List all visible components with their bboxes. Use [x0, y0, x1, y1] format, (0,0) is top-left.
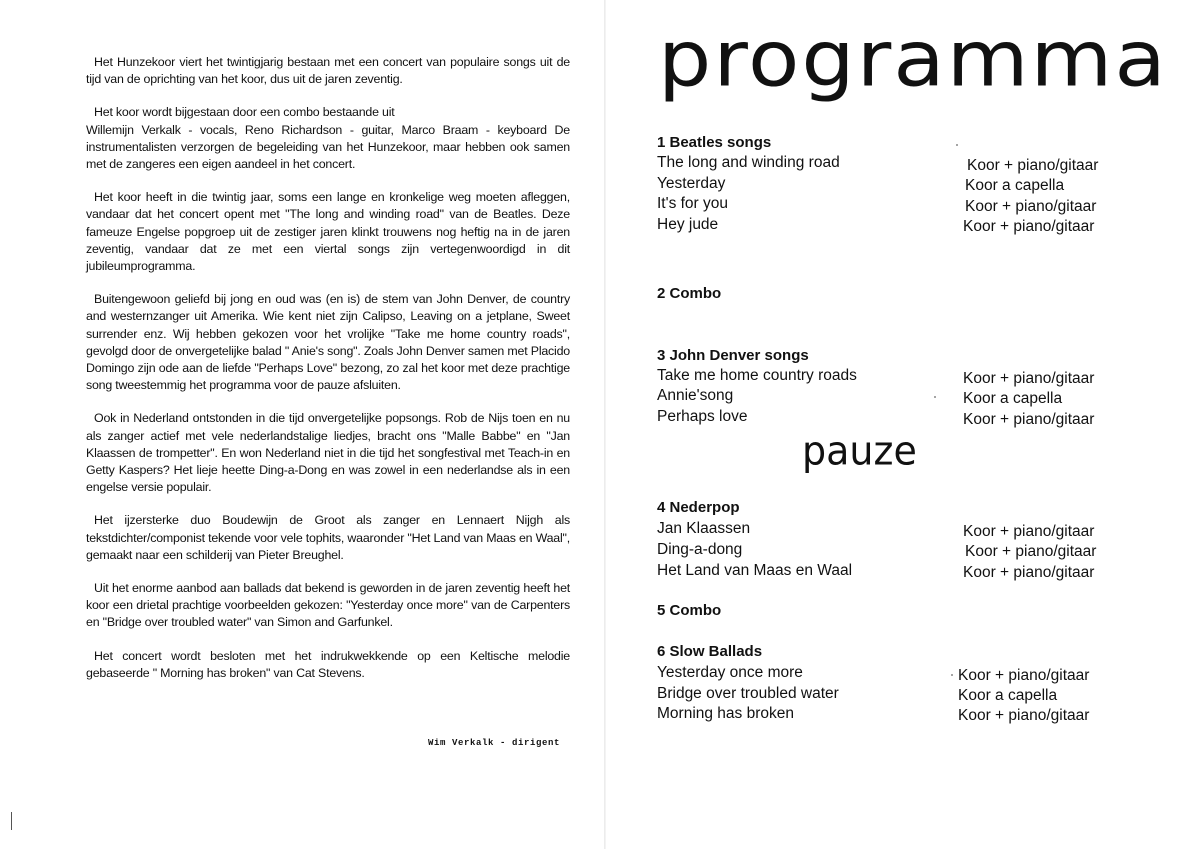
song-performers: Koor + piano/gitaar [967, 157, 1099, 174]
section-heading: 5 Combo [657, 602, 722, 619]
section-heading: 3 John Denver songs [657, 347, 809, 364]
paragraph-ballads: Uit het enorme aanbod aan ballads dat bekend is geworden in de jaren zeventig heeft het koor een drietal prachtige voorbeelden gekozen: "Yesterday once more" van de Carpenters en "Bridge over troubled water" van Simon and Garfunkel. [86, 581, 570, 630]
paragraph-closing: Het concert wordt besloten met het indrukwekkende op een Keltische melodie gebaseerde " Morning has broken" van Cat Stevens. [86, 648, 570, 680]
paragraph-beatles: Het koor heeft in die twintig jaar, soms een lange en kronkelige weg moeten afleggen, vandaar dat het concert opent met "The long and winding road" van de Beatles. Deze fameuze Engelse popgroep uit de zestiger jaren klinkt trouwens nog heftig na in de jaren zeventig, vandaar dat ze met een viertal songs zijn vertegenwoordigd in dit jubileumprogramma. [86, 190, 570, 274]
song-title: Take me home country roads [657, 367, 857, 384]
program-notes [86, 54, 570, 698]
song-title: Morning has broken [657, 705, 794, 722]
scan-speck [951, 674, 953, 676]
paragraph-musicians: Willemijn Verkalk - vocals, Reno Richardson - guitar, Marco Braam - keyboard De instrumentalisten verzorgen de begeleiding van het Hunzekoor, maar hebben ook samen met de zangeres een eigen aandeel in het concert. [86, 122, 570, 172]
song-performers: Koor a capella [965, 177, 1065, 194]
song-performers: Koor + piano/gitaar [963, 411, 1095, 428]
song-title: Hey jude [657, 216, 719, 233]
song-title: Jan Klaassen [657, 520, 751, 537]
song-title: Perhaps love [657, 408, 748, 425]
paragraph-nederpop: Ook in Nederland ontstonden in die tijd onvergetelijke popsongs. Rob de Nijs toen en nu als zanger actief met vele nederlandstalige liedjes, bracht ons "Malle Babbe" en "Jan Klaassen de trompetter". En won Nederland niet in die tijd het songfestival met Teach-in en Getty Kaspers? Het lieje heette Ding-a-Dong en was zowel in een nederlandse als in een engelse versie populair. [86, 411, 570, 495]
section-heading: 1 Beatles songs [657, 134, 772, 151]
paragraph-john-denver: Buitengewoon geliefd bij jong en oud was (en is) de stem van John Denver, de country and westernzanger uit Amerika. Wie kent niet zijn Calipso, Leaving on a jetplane, Sweet surrender enz. Wij hebben gekozen voor het vrolijke "Take me home country roads", gevolgd door de onvergetelijke balad " Anie's song". Zoals John Denver samen met Placido Domingo zijn ode aan de liefde "Perhaps Love" bezong, zo zal het koor met deze prachtige song tweestemmig het programma voor de pauze afsluiten. [86, 292, 570, 393]
song-title: Yesterday [657, 175, 726, 192]
song-title: Het Land van Maas en Waal [657, 562, 853, 579]
paragraph-boudewijn: Het ijzersterke duo Boudewijn de Groot als zanger en Lennaert Nijgh als tekstdichter/componist tekende voor vele tophits, waaronder "Het Land van Maas en Waal", gemaakt naar een schilderij van Pieter Breughel. [86, 513, 570, 562]
margin-mark [11, 812, 12, 830]
program-title: programma [658, 13, 1168, 104]
song-title: Bridge over troubled water [657, 685, 839, 702]
song-title: Ding-a-dong [657, 541, 743, 558]
paragraph-intro: Het Hunzekoor viert het twintigjarig bestaan met een concert van populaire songs uit de tijd van de oprichting van het koor, dus uit de jaren zeventig. [86, 55, 570, 87]
song-title: It's for you [657, 195, 729, 212]
song-performers: Koor + piano/gitaar [963, 523, 1095, 540]
song-performers: Koor a capella [963, 390, 1063, 407]
section-heading: 4 Nederpop [657, 499, 740, 516]
song-title: Yesterday once more [657, 664, 803, 681]
song-performers: Koor + piano/gitaar [958, 707, 1090, 724]
song-title: The long and winding road [657, 154, 840, 171]
song-performers: Koor a capella [958, 687, 1058, 704]
section-heading: 6 Slow Ballads [657, 643, 763, 660]
section-heading: 2 Combo [657, 285, 722, 302]
song-performers: Koor + piano/gitaar [958, 667, 1090, 684]
song-performers: Koor + piano/gitaar [963, 218, 1095, 235]
song-performers: Koor + piano/gitaar [963, 564, 1095, 581]
right-page [606, 0, 1200, 849]
scan-speck [934, 396, 936, 398]
song-performers: Koor + piano/gitaar [963, 370, 1095, 387]
paragraph-combo: Het koor wordt bijgestaan door een combo bestaande uit [94, 105, 395, 120]
song-performers: Koor + piano/gitaar [965, 198, 1097, 215]
song-title: Annie'song [657, 387, 734, 404]
signature: Wim Verkalk - dirigent [428, 738, 561, 748]
pause-label: pauze [802, 427, 917, 475]
scan-speck [956, 144, 958, 146]
song-performers: Koor + piano/gitaar [965, 543, 1097, 560]
